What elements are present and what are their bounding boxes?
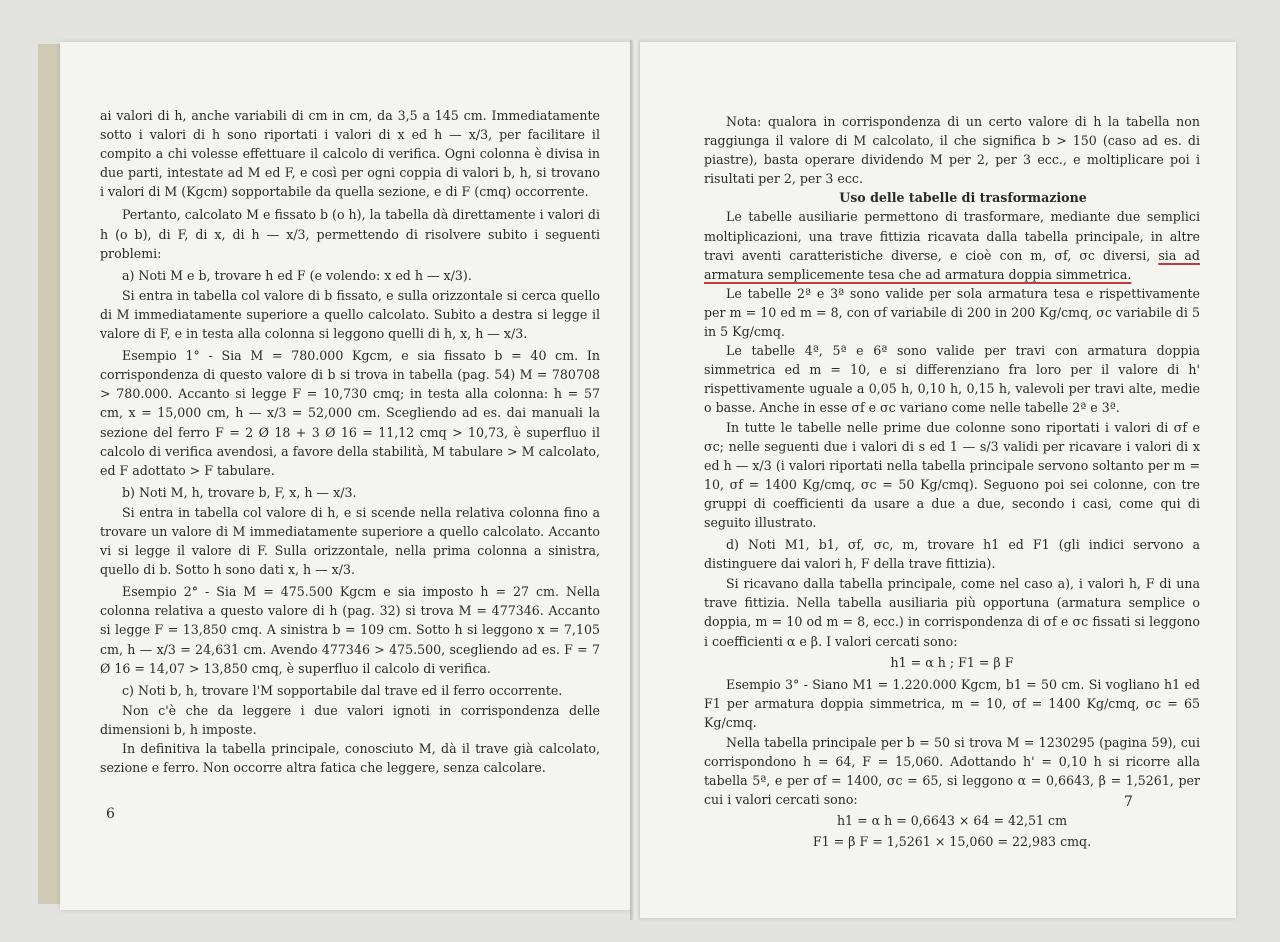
paragraph: Nella tabella principale per b = 50 si trova M = 1230295 (pagina 59), cui corrispondono h = 64, F = 15,060. Adottando h' = 0,10 h si ricorre alla tabella 5ª, e per σf = 1400, σc = 65, si leggono α = 0,6643, β = 1,5261, per cui i valori cercati sono: bbox=[704, 735, 1200, 808]
left-page bbox=[60, 42, 632, 910]
paragraph: Non c'è che da leggere i due valori ignoti in corrispondenza delle dimensioni b, h imposte. bbox=[100, 702, 600, 737]
left-text-column bbox=[100, 106, 600, 777]
paragraph: Le tabelle 2ª e 3ª sono valide per sola armatura tesa e rispettivamente per m = 10 ed m = 8, con σf variabile di 200 in 200 Kg/cmq, σc variabile di 5 in 5 Kg/cmq. bbox=[704, 285, 1200, 340]
formula: h1 = α h ; F1 = β F bbox=[890, 654, 1014, 670]
example-1: Esempio 1° - Sia M = 780.000 Kgcm, e sia fissato b = 40 cm. In corrispondenza di questo valore di b si trova in tabella (pag. 54) M = 780708 > 780.000. Accanto si legge F = 10,730 cmq; in testa alla colonna: h = 57 cm, x = 15,000 cm, h — x/3 = 52,000 cm. Scegliendo ad es. dai manuali la sezione del ferro F = 2 Ø 18 + 3 Ø 16 = 11,12 cmq > 10,73, è superfluo il calcolo di verifica avendosi, a favore della stabilità, M tabulare > M calcolato, ed F adottato > F tabulare. bbox=[100, 348, 600, 478]
case-b: b) Noti M, h, trovare b, F, x, h — x/3. bbox=[122, 484, 357, 500]
formula: F1 = β F = 1,5261 × 15,060 = 22,983 cmq. bbox=[812, 834, 1092, 850]
book-spine bbox=[38, 44, 60, 904]
paragraph: Si ricavano dalla tabella principale, come nel caso a), i valori h, F di una trave fittizia. Nella tabella ausiliaria più opportuna (armatura semplice o doppia, m = 10 od m = 8, ecc.) in corrispondenza di σf e σc fissati si leggono i coefficienti α e β. I valori cercati sono: bbox=[704, 576, 1200, 649]
paragraph: In tutte le tabelle nelle prime due colonne sono riportati i valori di σf e σc; nelle seguenti due i valori di s ed 1 — s/3 validi per ricavare i valori di x ed h — x/3 (i valori riportati nella tabella principale servono soltanto per m = 10, σf = 1400 Kg/cmq, σc = 50 Kg/cmq). Seguono poi sei colonne, con tre gruppi di coefficienti da usare a due a due, secondo i casi, come qui di seguito illustrato. bbox=[704, 419, 1200, 530]
section-heading: Uso delle tabelle di trasformazione bbox=[839, 190, 1087, 206]
paragraph: Si entra in tabella col valore di b fissato, e sulla orizzontale si cerca quello di M immediatamente superiore a quello calcolato. Subito a destra si legge il valore di F, e in testa alla colonna si leggono quelli di h, x, h — x/3. bbox=[100, 287, 600, 342]
intro-paragraph bbox=[704, 207, 1200, 283]
paragraph: Le tabelle 4ª, 5ª e 6ª sono valide per travi con armatura doppia simmetrica ed m = 10, e si differenziano fra loro per il valore di h' rispettivamente uguale a 0,05 h, 0,10 h, 0,15 h, valevoli per travi alte, medie o basse. Anche in esse σf e σc variano come nelle tabelle 2ª e 3ª. bbox=[704, 343, 1200, 416]
formula: h1 = α h = 0,6643 × 64 = 42,51 cm bbox=[836, 813, 1068, 829]
example-3: Esempio 3° - Siano M1 = 1.220.000 Kgcm, b1 = 50 cm. Si vogliano h1 ed F1 per armatura doppia simmetrica, m = 10, σf = 1400 Kg/cmq, σc = 65 Kg/cmq. bbox=[704, 676, 1200, 730]
paragraph: Si entra in tabella col valore di h, e si scende nella relativa colonna fino a trovare un valore di M immediatamente superiore a quello calcolato. Accanto vi si legge il valore di F. Sulla orizzontale, nella prima colonna a sinistra, quello di b. Sotto h sono dati x, h — x/3. bbox=[100, 504, 600, 578]
case-c: c) Noti b, h, trovare l'M sopportabile dal trave ed il ferro occorrente. bbox=[122, 682, 563, 698]
note-paragraph: Nota: qualora in corrispondenza di un certo valore di h la tabella non raggiunga il valore di M calcolato, il che significa b > 150 (caso ad es. di piastre), basta operare dividendo M per 2, per 3 ecc., e moltiplicare poi i risultati per 2, per 3 ecc. bbox=[704, 114, 1200, 187]
underlined-text: sia ad armatura semplicemente tesa che ad armatura doppia simmetrica. bbox=[704, 247, 1200, 282]
paragraph: Pertanto, calcolato M e fissato b (o h), la tabella dà direttamente i valori di h (o b), di F, di x, di h — x/3, permettendo di risolvere subito i seguenti problemi: bbox=[100, 207, 600, 261]
page-number: 6 bbox=[106, 806, 115, 822]
case-a: a) Noti M e b, trovare h ed F (e volendo: x ed h — x/3). bbox=[122, 267, 472, 283]
right-page bbox=[640, 42, 1236, 918]
right-text-column bbox=[704, 112, 1200, 854]
paragraph: In definitiva la tabella principale, conosciuto M, dà il trave già calcolato, sezione e ferro. Non occorre altra fatica che leggere, senza calcolare. bbox=[100, 741, 600, 776]
intro-text: Le tabelle ausiliarie permettono di trasformare, mediante due semplici moltiplicazioni, una trave fittizia ricavata dalla tabella principale, in altre travi aventi caratteristiche diverse, e cioè con m, σf, σc diversi, bbox=[704, 209, 1200, 263]
example-2: Esempio 2° - Sia M = 475.500 Kgcm e sia imposto h = 27 cm. Nella colonna relativa a questo valore di h (pag. 32) si trova M = 477346. Accanto si legge F = 13,850 cmq. A sinistra b = 109 cm. Sotto h si leggono x = 7,105 cm, h — x/3 = 24,631 cm. Avendo 477346 > 475.500, scegliendo ad es. F = 7 Ø 16 = 14,07 > 13,850 cmq, è superfluo il calcolo di verifica. bbox=[100, 584, 600, 676]
paragraph: ai valori di h, anche variabili di cm in cm, da 3,5 a 145 cm. Immediatamente sotto i valori di h sono riportati i valori di x ed h — x/3, per facilitare il compito a chi volesse effettuare il calcolo di verifica. Ogni colonna è divisa in due parti, intestate ad M ed F, e così per ogni coppia di valori b, h, si trovano i valori di M (Kgcm) sopportabile da quella sezione, e di F (cmq) occorrente. bbox=[100, 108, 600, 200]
case-d: d) Noti M1, b1, σf, σc, m, trovare h1 ed F1 (gli indici servono a distinguere dai valori h, F della trave fittizia). bbox=[704, 537, 1200, 572]
page-number: 7 bbox=[1124, 794, 1133, 810]
